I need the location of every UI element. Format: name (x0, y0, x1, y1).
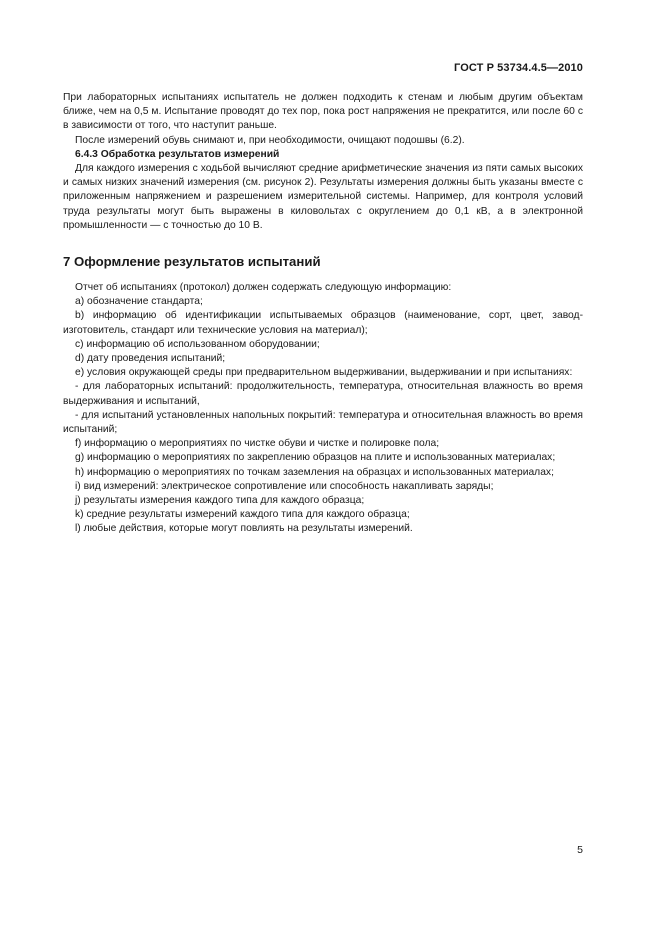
list-item: e) условия окружающей среды при предварительном выдерживании, выдерживании и при испытаниях: (75, 367, 573, 379)
subsection-body: Для каждого измерения с ходьбой вычисляют средние арифметические значения из пяти самых высоких и самых низких значений измерения (см. рисунок 2). Результаты измерения должны быть указаны вместе с приложенным напряжением и разрешением измерительной системы. Например, для контроля условий труда результаты могут быть выражены в киловольтах с округлением до 0,1 кВ, а в электронной промышленности — с точностью до 10 В. (63, 163, 583, 231)
list-item: d) дату проведения испытаний; (75, 353, 226, 365)
list-item: j) результаты измерения каждого типа для каждого образца; (75, 495, 365, 507)
list-subitem: - для испытаний установленных напольных покрытий: температура и относительная влажность во время испытаний; (63, 409, 583, 436)
list-item: a) обозначение стандарта; (75, 296, 203, 308)
list-item: k) средние результаты измерений каждого типа для каждого образца; (75, 509, 410, 521)
paragraph-lab-test: При лабораторных испытаниях испытатель не должен подходить к стенам и любым другим объектам ближе, чем на 0,5 м. Испытание проводят до тех пор, пока рост напряжения не прекратится, или после 60 с в зависимости от того, что наступит раньше. (63, 92, 583, 132)
list-subitem: - для лабораторных испытаний: продолжительность, температура, относительная влажность во время выдерживания и испытаний, (63, 381, 583, 407)
list-item: i) вид измерений: электрическое сопротивление или способность накапливать заряды; (75, 480, 494, 492)
document-body (63, 91, 583, 537)
list-item: b) информацию об идентификации испытываемых образцов (наименование, сорт, цвет, завод-изготовитель, стандарт или технические условия на материал); (63, 310, 583, 336)
list-item: h) информацию о мероприятиях по точкам заземления на образцах и использованных материалах; (75, 466, 554, 478)
list-item: l) любые действия, которые могут повлиять на результаты измерений. (75, 523, 413, 535)
list-item: c) информацию об использованном оборудовании; (75, 338, 320, 350)
section-lead: Отчет об испытаниях (протокол) должен содержать следующую информацию: (75, 282, 452, 294)
page-number: 5 (577, 844, 583, 856)
list-item: g) информацию о мероприятиях по закреплению образцов на плите и использованных материалах; (75, 452, 556, 464)
subsection-title: 6.4.3 Обработка результатов измерений (75, 148, 280, 160)
list-item: f) информацию о мероприятиях по чистке обуви и чистке и полировке пола; (75, 438, 440, 450)
paragraph-after-measurement: После измерений обувь снимают и, при необходимости, очищают подошвы (6.2). (75, 134, 465, 146)
document-header: ГОСТ Р 53734.4.5—2010 (454, 62, 583, 74)
section-title: 7 Оформление результатов испытаний (63, 254, 321, 270)
